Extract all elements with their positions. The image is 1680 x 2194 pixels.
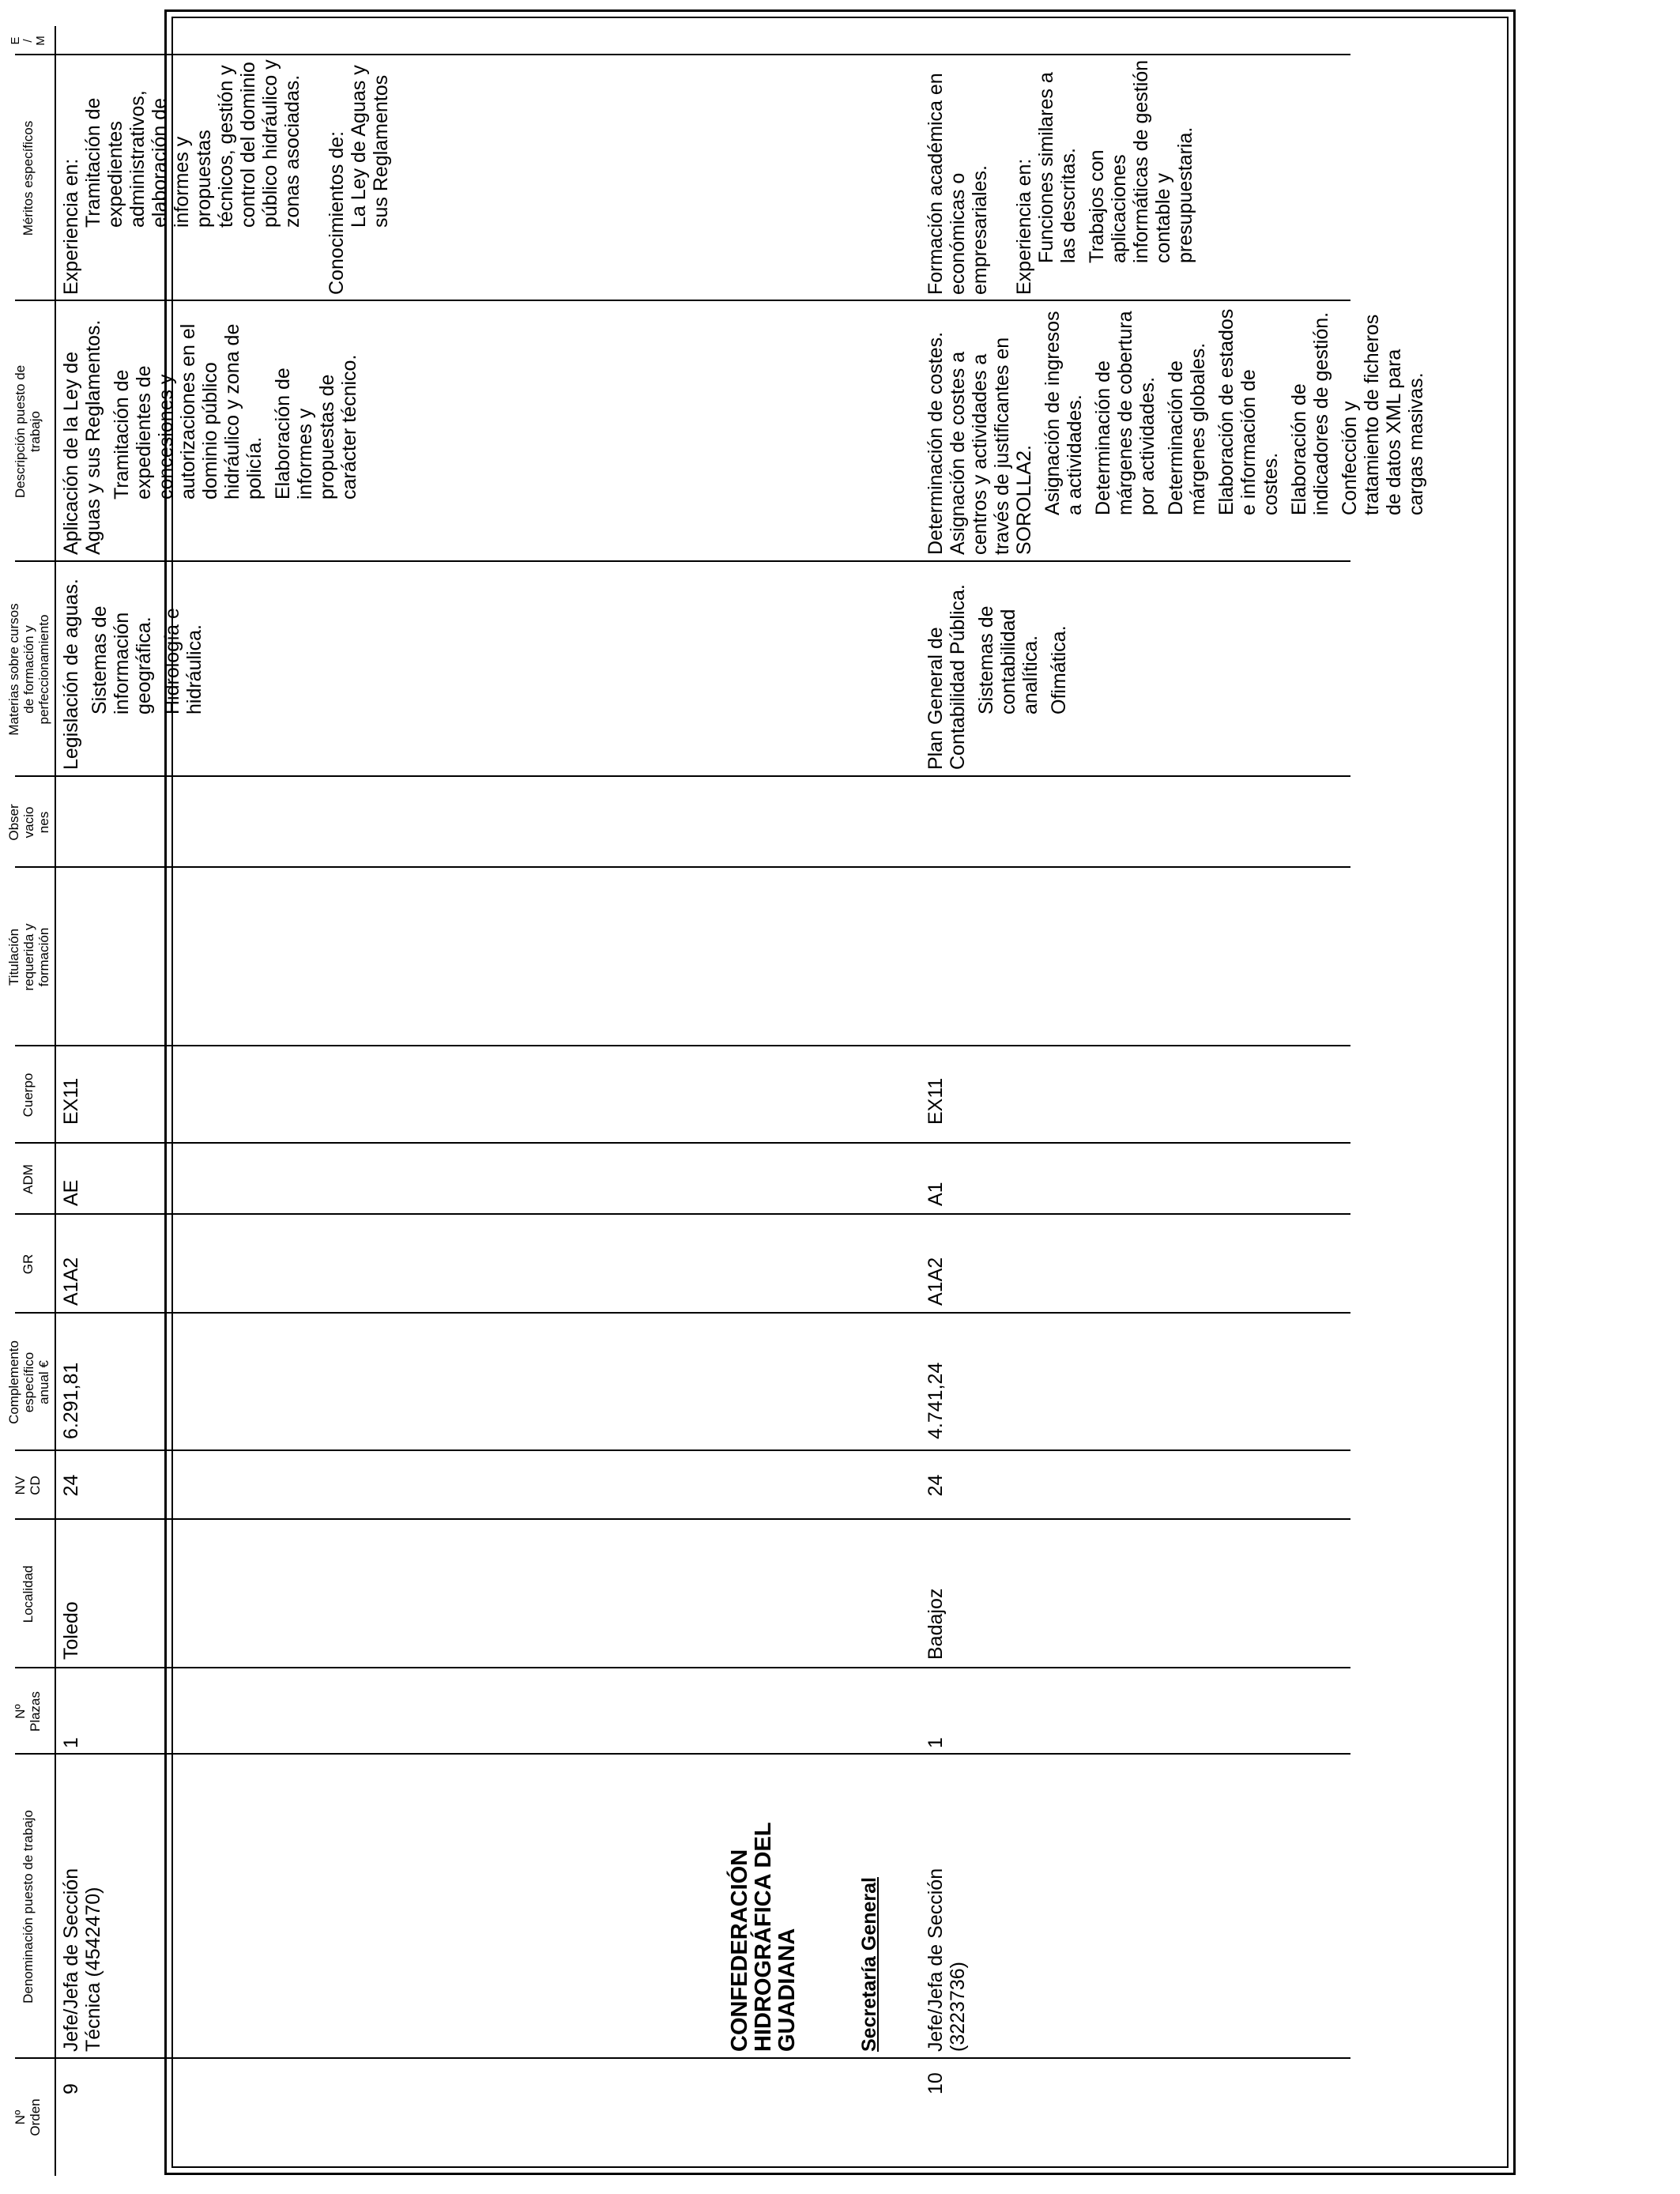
header-denominacion: Denominación puesto de trabajo [20,1810,36,2004]
row10-adm: A1 [925,1182,947,1206]
list-item: Determinación de márgenes de cobertura por actividades. [1092,311,1158,515]
header-localidad: Localidad [20,1565,36,1623]
meritos-experiencia-title: Experiencia en: [1013,158,1035,295]
row10-complemento: 4.741,24 [925,1362,947,1439]
header-plazas: Nº Plazas [13,1691,43,1732]
list-item: Tramitación de expedientes de concesiones y autorizaciones en el dominio público hidráulico y zona de policía. [111,323,266,499]
meritos-conocimientos-title: Conocimientos de: [326,130,348,295]
row9-gr: A1A2 [60,1257,82,1306]
list-item: Plan General de Contabilidad Pública. [925,584,969,770]
row9-complemento: 6.291,81 [60,1362,82,1439]
row10-denominacion: Jefe/Jefa de Sección (3223736) [925,1868,969,2052]
meritos-experiencia-body: Tramitación de expedientes administrativos, elaboración de informes y propuestas técnicos, gestión y control del dominio público hidráulico y zonas asociadas. [82,59,303,228]
header-meritos: Méritos específicos [20,120,36,236]
meritos-experiencia-title: Experiencia en: [60,158,82,295]
column-separator [15,1312,1350,1314]
header-orden: Nº Orden [13,2098,43,2136]
column-separator [15,54,1350,55]
row10-localidad: Badajoz [925,1588,947,1660]
column-separator [15,1449,1350,1451]
column-separator [15,1045,1350,1046]
row10-materias [925,563,1076,770]
list-item: Ofimática. [1048,625,1070,714]
column-separator [15,866,1350,868]
row9-nvcd: 24 [60,1474,82,1497]
row10-nvcd: 24 [925,1474,947,1497]
section-subtitle: Secretaría General [858,1877,880,2052]
list-item: Determinación de costes. Asignación de costes a centros y actividades a través de justificantes en SOROLLA2. [925,331,1035,555]
column-separator [15,2057,1350,2059]
column-separator [15,1213,1350,1215]
row9-adm: AE [60,1179,82,1206]
meritos-conocimientos-body: La Ley de Aguas y sus Reglamentos [348,65,392,228]
column-separator [15,1753,1350,1755]
list-item: Elaboración de informes y propuestas de carácter técnico. [272,354,360,499]
header-separator-line [55,26,56,2176]
row9-localidad: Toledo [60,1601,82,1660]
list-item: Legislación de aguas. [60,579,82,770]
row9-plazas: 1 [60,1737,82,1748]
list-item: Hidrología e hidráulica. [161,608,205,714]
header-cuerpo: Cuerpo [20,1072,36,1118]
list-item: Aplicación de la Ley de Aguas y sus Reglamentos. [60,319,104,555]
list-item: Confección y tratamiento de ficheros de datos XML para cargas masivas. [1339,314,1427,515]
column-separator [15,560,1350,562]
row9-denominacion: Jefe/Jefa de Sección Técnica (4542470) [60,1868,104,2052]
list-item: Funciones similares a las descritas. [1035,72,1079,263]
row10-orden: 10 [925,2072,947,2094]
column-separator [15,300,1350,301]
list-item: Sistemas de información geográfica. [89,605,155,714]
header-materias: Materias sobre cursos de formación y perfeccionamiento [6,603,51,736]
header-gr: GR [20,1253,36,1275]
list-item: Trabajos con aplicaciones informáticas de gestión contable y presupuestaria. [1086,59,1196,263]
column-separator [15,1518,1350,1520]
row9-descripcion [60,306,367,555]
row10-plazas: 1 [925,1737,947,1748]
list-item: Determinación de márgenes globales. [1165,342,1209,515]
column-separator [15,775,1350,777]
section-title: CONFEDERACIÓN HIDROGRÁFICA DEL GUADIANA [727,1822,800,2052]
header-titulacion: Titulación requerida y formación [6,923,51,991]
row9-orden: 9 [60,2083,82,2094]
column-separator [15,1667,1350,1668]
column-separator [15,1142,1350,1144]
row9-meritos [60,58,392,295]
row10-descripcion [925,306,1433,555]
header-em: E / M [9,36,47,46]
row10-cuerpo: EX11 [925,1077,947,1125]
list-item: Sistemas de contabilidad analítica. [975,605,1042,714]
header-nvcd: NV CD [13,1476,43,1495]
list-item: Elaboración de estados e información de costes. [1215,308,1282,515]
list-item: Asignación de ingresos a actividades. [1042,311,1086,515]
header-observaciones: Obser vacio nes [6,804,51,841]
header-descripcion: Descripción puesto de trabajo [13,364,43,499]
row9-materias [60,563,212,770]
row10-meritos [925,58,1203,295]
header-adm: ADM [20,1164,36,1194]
list-item: Elaboración de indicadores de gestión. [1288,311,1332,515]
meritos-formacion: Formación académica en económicas o empresariales. [925,73,991,295]
row10-gr: A1A2 [925,1257,947,1306]
header-complemento: Complemento específico anual € [6,1340,51,1424]
row9-cuerpo: EX11 [60,1077,82,1125]
